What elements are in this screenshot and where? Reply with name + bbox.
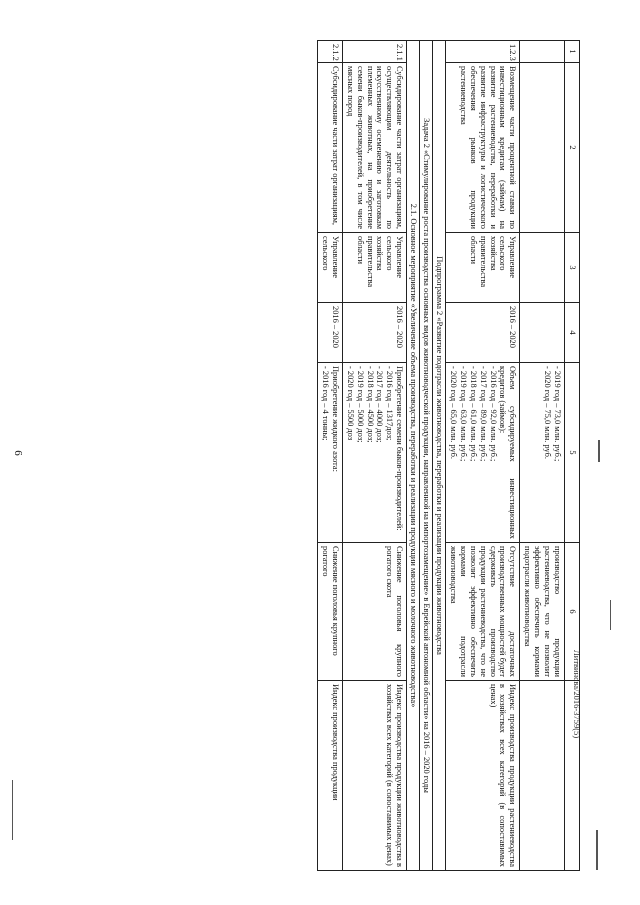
link-cell: Индекс производства продукции животноводства в хозяйствах всех категорий (в сопоставимых ценах) [342, 681, 406, 871]
indicator-line: Приобретение семени быков-производителей: [395, 366, 405, 531]
scan-mark [596, 830, 598, 870]
link-cell: Индекс производства продукции [318, 681, 343, 871]
col-header-3: 3 [565, 233, 580, 303]
indicator-line: - 2017 год – 89,0 млн. руб.; [478, 366, 488, 462]
consequences-cell: Снижение поголовья крупного рогатого [318, 543, 343, 681]
period-cell [520, 303, 565, 363]
table-row [342, 41, 406, 871]
period-cell: 2016 – 2020 [318, 303, 343, 363]
event-cell: Возмещение части процентной ставки по инвестиционным кредитам (займам) на развитие растениеводства, переработки и развитие инфраструктуры и логистического обеспечения рынков продукции растениеводства [446, 63, 520, 233]
event-cell: Субсидирование части затрат организациям, осуществляющим деятельность по искусственному осеменению и заготовкам племенных животных, на приобретение семени быков-производителей, в том числе мясных пород [342, 63, 406, 233]
indicator-line: - 2018 год – 61,0 млн. руб.; [468, 366, 478, 462]
table-area [48, 40, 580, 870]
col-header-4: 4 [565, 303, 580, 363]
rotated-page [48, 40, 580, 870]
indicator-line: - 2018 год – 4500 доз; [365, 366, 375, 443]
row-number: 1.2.3 [446, 41, 520, 63]
indicator-line: - 2019 год – 73,0 млн. руб.; [553, 366, 562, 462]
link-cell [520, 681, 565, 871]
task-row [420, 41, 433, 871]
link-cell: Индекс производства продукции растениеводства в хозяйствах всех категорий (в сопоставимых ценах) [446, 681, 520, 871]
indicators-cell [446, 363, 520, 543]
col-header-7 [565, 681, 580, 871]
row-number: 2.1.2 [318, 41, 343, 63]
indicator-line: - 2019 год – 63,0 млн. руб.; [458, 366, 468, 462]
executor-cell [520, 233, 565, 303]
event-cell: Субсидирование части затрат организациям, [318, 63, 343, 233]
indicator-line: Объем субсидируемых инвестиционных кредитов (займов): [498, 366, 518, 539]
subprogram-row [433, 41, 446, 871]
indicator-line: - 2020 год – 65,0 млн. руб. [448, 366, 458, 459]
indicator-line: - 2016 год – 1317доз; [385, 366, 395, 441]
executor-cell: Управление сельского хозяйства правительства области [342, 233, 406, 303]
row-number: 2.1.1 [342, 41, 406, 63]
scan-mark [598, 440, 600, 462]
program-table [317, 40, 580, 871]
indicator-line: - 2016 год – 4 тонны; [320, 366, 330, 441]
task-title: Задача 2 «Стимулирование роста производства основных видов животноводческой продукции, направленной на импортозамещение» в Еврейской автономной области» на 2016 – 2020 годы [420, 41, 433, 871]
scan-mark [610, 600, 611, 630]
consequences-cell: Снижение поголовья крупного рогатого скота [342, 543, 406, 681]
indicator-line: - 2019 год – 5000 доз; [355, 366, 365, 443]
scan-mark [12, 780, 13, 840]
indicator-line: - 2016 год – 92,0 млн. руб.; [488, 366, 498, 462]
subprogram-title: Подпрограмма 2 «Развитие подотрасли животноводства, переработки и реализации продукции животноводства [433, 41, 446, 871]
indicator-line: - 2020 год – 75,0 млн. руб. [543, 366, 553, 459]
event-cell [520, 63, 565, 233]
consequences-cell: Отсутствие достаточных производственных мощностей будет сдерживать производство продукции растениеводства, что не позволит эффективно обеспечить кормами подотрасли животноводства [446, 543, 520, 681]
table-row [520, 41, 565, 871]
col-header-6: 6 [565, 543, 580, 681]
indicator-line: - 2020 год – 5500 доз [345, 366, 355, 441]
indicator-line: Приобретение жидкого азота: [330, 366, 340, 472]
col-header-2: 2 [565, 63, 580, 233]
side-stamp [572, 10, 596, 739]
row-number [520, 41, 565, 63]
table-row [318, 41, 343, 871]
header-row [565, 41, 580, 871]
table-row [446, 41, 520, 871]
consequences-cell: производство продукции растениеводства, что не позволит эффективно обеспечить кормами подотрасли животноводства [520, 543, 565, 681]
main-event-title: 2.1. Основное мероприятие «Увеличение объема производства, переработки и реализации продукции мясного и молочного животноводства» [407, 41, 420, 871]
indicators-cell [520, 363, 565, 543]
indicator-line: - 2017 год – 4000 доз; [375, 366, 385, 443]
executor-cell: Управление сельского хозяйства правительства области [446, 233, 520, 303]
indicators-cell [342, 363, 406, 543]
col-header-5: 5 [565, 363, 580, 543]
page-number: 6 [12, 450, 24, 456]
col-header-1: 1 [565, 41, 580, 63]
main-event-row [407, 41, 420, 871]
indicators-cell [318, 363, 343, 543]
executor-cell: Управление сельского [318, 233, 343, 303]
period-cell: 2016 – 2020 [342, 303, 406, 363]
side-stamp-text: Литвинова/2016-3759(5) [572, 650, 582, 739]
period-cell: 2016 – 2020 [446, 303, 520, 363]
